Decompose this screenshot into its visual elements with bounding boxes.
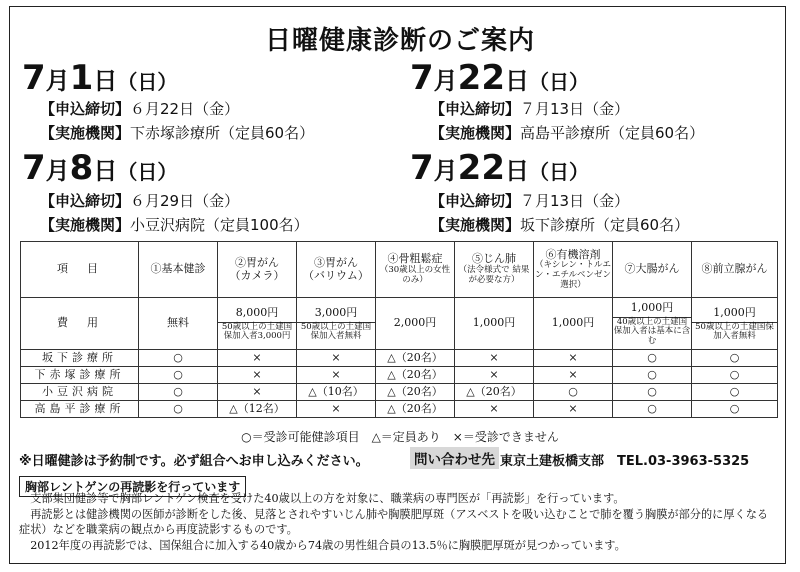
fee-row [21,298,778,350]
session-deadline: 【申込締切】７月13日（金） [430,100,630,118]
item-cell: ①基本健診 [139,242,218,298]
table-header-row [21,242,778,298]
session-deadline: 【申込締切】６月22日（金） [40,100,240,118]
fee-cell: 無料 [139,298,218,350]
xray-paragraph: 2012年度の再読影では、国保組合に加入する40歳から74歳の男性組合員の13.5％に胸膜肥厚斑が見つかっています。 [30,538,626,552]
xray-body [19,491,779,553]
fee-header: 費 用 [21,298,139,350]
fee-cell: 1,000円 50歳以上の土建国保加入者無料 [692,298,778,350]
item-cell: ④骨粗鬆症 （30歳以上の女性のみ） [376,242,455,298]
session-date: 7月1日（日） [22,58,178,98]
session-venue: 【実施機関】下赤塚診療所（定員60名） [40,124,315,142]
xray-paragraph: 支部集団健診等で胸部レントゲン検査を受けた40歳以上の方を対象に、職業病の専門医が「再読影」を行っています。 [30,492,625,505]
session-date: 7月22日（日） [410,148,589,188]
table-row: 小豆沢病院 ○ × △（10名） △（20名） △（20名） ○ ○ ○ [21,384,778,401]
fee-cell: 3,000円 50歳以上の土建国保加入者無料 [297,298,376,350]
table-legend: ○＝受診可能健診項目 △＝定員あり ×＝受診できません [241,430,559,444]
session-deadline: 【申込締切】６月29日（金） [40,192,240,210]
exam-availability-table [20,241,778,418]
session-venue: 【実施機関】高島平診療所（定員60名） [430,124,705,142]
table-row: 坂下診療所 ○ × × △（20名） × × ○ ○ [21,350,778,367]
fee-cell: 1,000円 40歳以上の土建国保加入者は基本に含む [613,298,692,350]
table-row: 高島平診療所 ○ △（12名） × △（20名） × × ○ ○ [21,401,778,418]
item-cell: ⑤じん肺 （法令様式で 結果が必要な方） [455,242,534,298]
item-cell: ③胃がん （バリウム） [297,242,376,298]
fee-cell: 2,000円 [376,298,455,350]
session-date: 7月22日（日） [410,58,589,98]
session-deadline: 【申込締切】７月13日（金） [430,192,630,210]
item-cell: ⑦大腸がん [613,242,692,298]
contact-info: 東京土建板橋支部 TEL.03-3963-5325 [500,454,750,469]
xray-heading: 胸部レントゲンの再読影を行っています [19,476,246,497]
item-cell: ⑧前立腺がん [692,242,778,298]
table-row: 下赤塚診療所 ○ × × △（20名） × × ○ ○ [21,367,778,384]
contact-label: 問い合わせ先 [410,447,499,469]
fee-cell: 1,000円 [455,298,534,350]
item-cell: ②胃がん （カメラ） [218,242,297,298]
reservation-notice: ※日曜健診は予約制です。必ず組合へお申し込みください。 [19,454,369,469]
fee-cell: 1,000円 [534,298,613,350]
session-venue: 【実施機関】小豆沢病院（定員100名） [40,216,309,234]
item-cell: ⑥有機溶剤 （キシレン・トルエン・エチルベンゼン選択） [534,242,613,298]
xray-paragraph: 再読影とは健診機関の医師が診断をした後、見落とされやすいじん肺や胸膜肥厚斑（アスベストを吸い込むことで肺を覆う胸膜が部分的に厚くなる症状）などを職業病の観点から再度読影するものです。 [19,507,769,536]
fee-cell: 8,000円 50歳以上の土建国保加入者3,000円 [218,298,297,350]
item-header: 項 目 [21,242,139,298]
page-title: 日曜健康診断のご案内 [264,26,535,56]
session-venue: 【実施機関】坂下診療所（定員60名） [430,216,690,234]
session-date: 7月8日（日） [22,148,178,188]
